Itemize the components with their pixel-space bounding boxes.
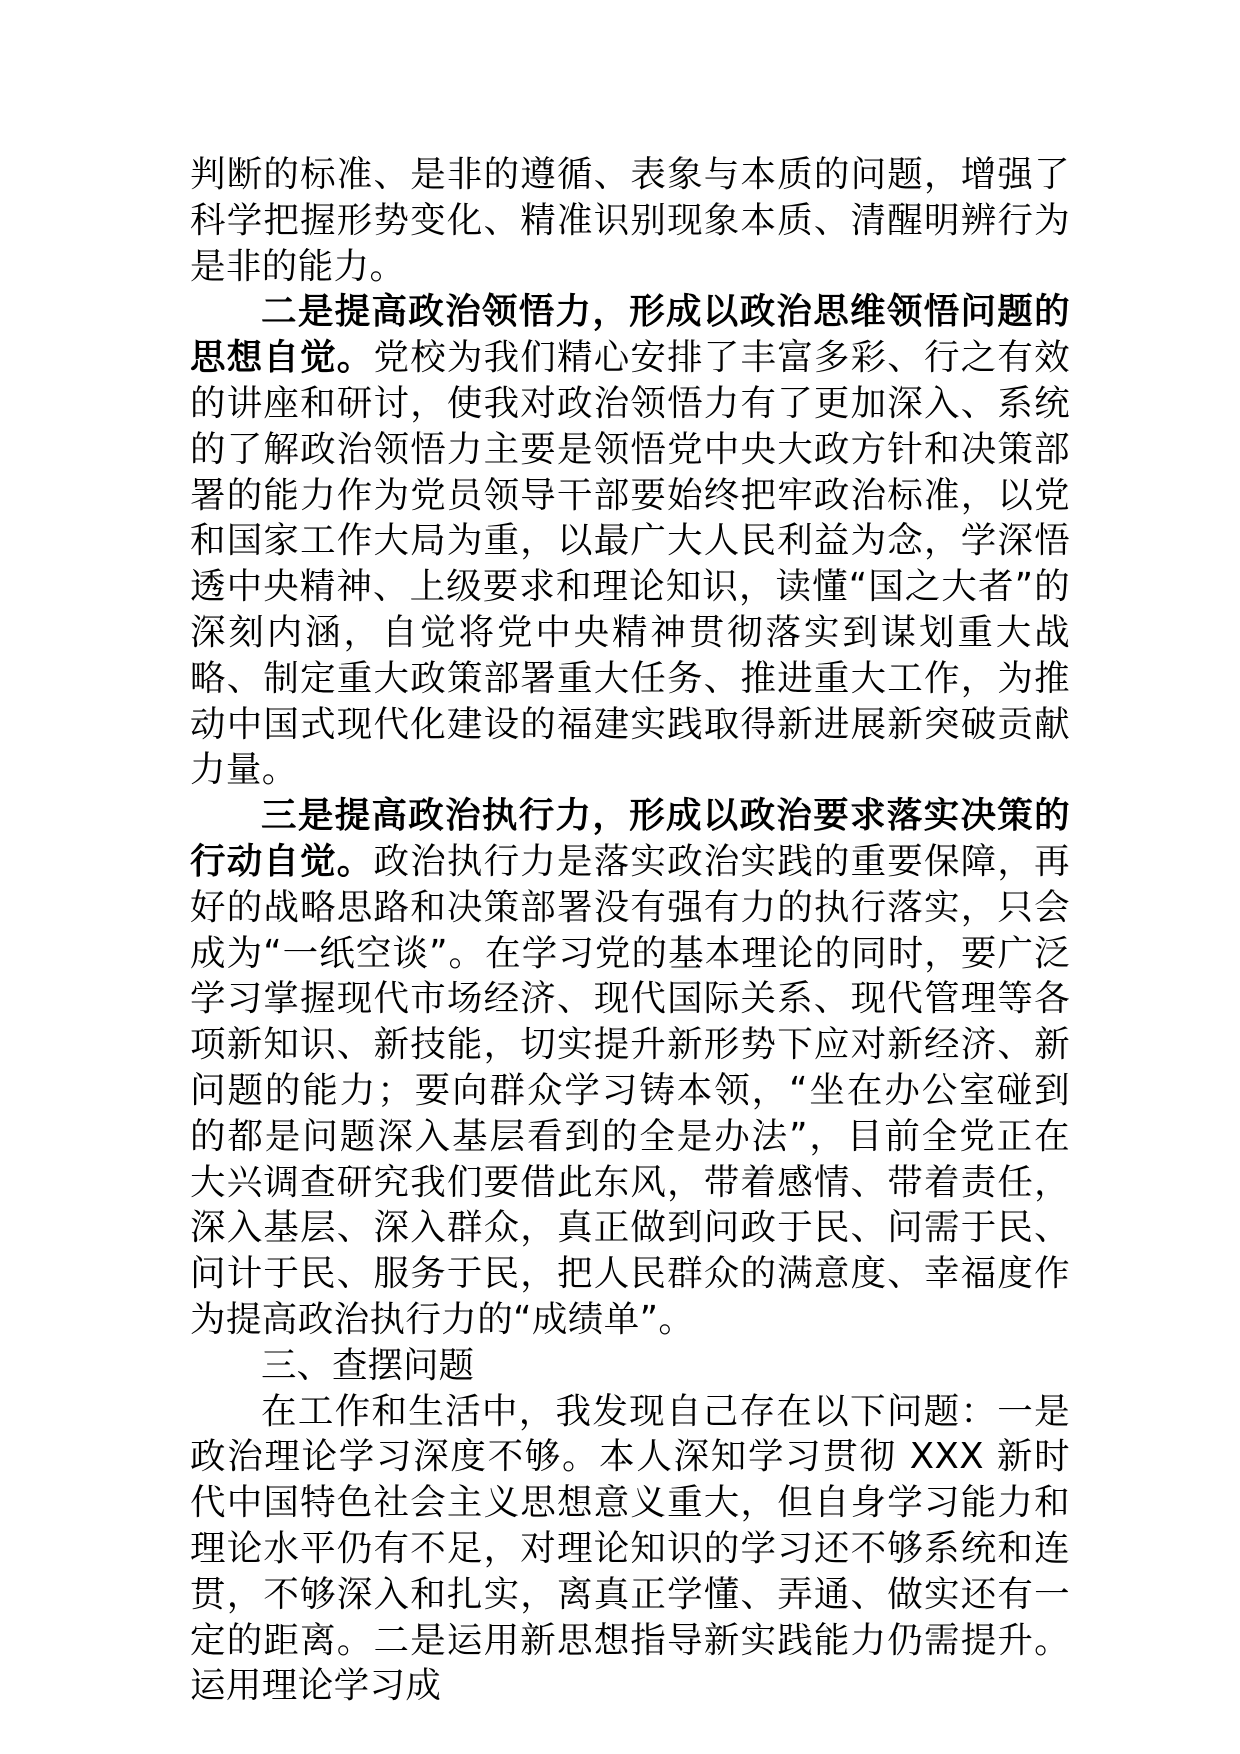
document-page [190,152,1070,1709]
paragraph-problems [190,1389,1070,1710]
paragraph-lead-heading: 二是提高政治领悟力，形成以政治思维领悟问题的思想自觉。 [190,291,1070,379]
paragraph-text: 判断的标准、是非的遵循、表象与本质的问题，增强了科学把握形势变化、精准识别现象本质、清醒明辨行为是非的能力。 [190,154,1070,287]
paragraph-lead-heading: 三是提高政治执行力，形成以政治要求落实决策的行动自觉。 [190,795,1070,882]
paragraph-continuation [190,152,1070,289]
paragraph-political-execution [190,793,1070,1343]
paragraph-text: 在工作和生活中，我发现自己存在以下问题：一是政治理论学习深度不够。本人深知学习贯彻 XXX 新时代中国特色社会主义思想意义重大，但自身学习能力和理论水平仍有不足，对理论知识的学习还不够系统和连贯，不够深入和扎实，离真正学懂、弄通、做实还有一定的距离。二是运用新思想指导新实践能力仍需提升。运用理论学习成 [190,1390,1070,1707]
paragraph-political-comprehension [190,289,1070,793]
paragraph-text: 政治执行力是落实政治实践的重要保障，再好的战略思路和决策部署没有强有力的执行落实，只会成为“一纸空谈”。在学习党的基本理论的同时，要广泛学习掌握现代市场经济、现代国际关系、现代管理等各项新知识、新技能，切实提升新形势下应对新经济、新问题的能力；要向群众学习铸本领，“坐在办公室碰到的都是问题深入基层看到的全是办法”，目前全党正在大兴调查研究我们要借此东风，带着感情、带着责任，深入基层、深入群众，真正做到问政于民、问需于民、问计于民、服务于民，把人民群众的满意度、幸福度作为提高政治执行力的“成绩单”。 [190,840,1070,1340]
paragraph-text: 党校为我们精心安排了丰富多彩、行之有效的讲座和研讨，使我对政治领悟力有了更加深入、系统的了解政治领悟力主要是领悟党中央大政方针和决策部署的能力作为党员领导干部要始终把牢政治标准，以党和国家工作大局为重，以最广大人民利益为念，学深悟透中央精神、上级要求和理论知识，读懂“国之大者”的深刻内涵，自觉将党中央精神贯彻落实到谋划重大战略、制定重大政策部署重大任务、推进重大工作，为推动中国式现代化建设的福建实践取得新进展新突破贡献力量。 [190,337,1070,791]
section-heading: 三、查摆问题 [261,1344,475,1386]
